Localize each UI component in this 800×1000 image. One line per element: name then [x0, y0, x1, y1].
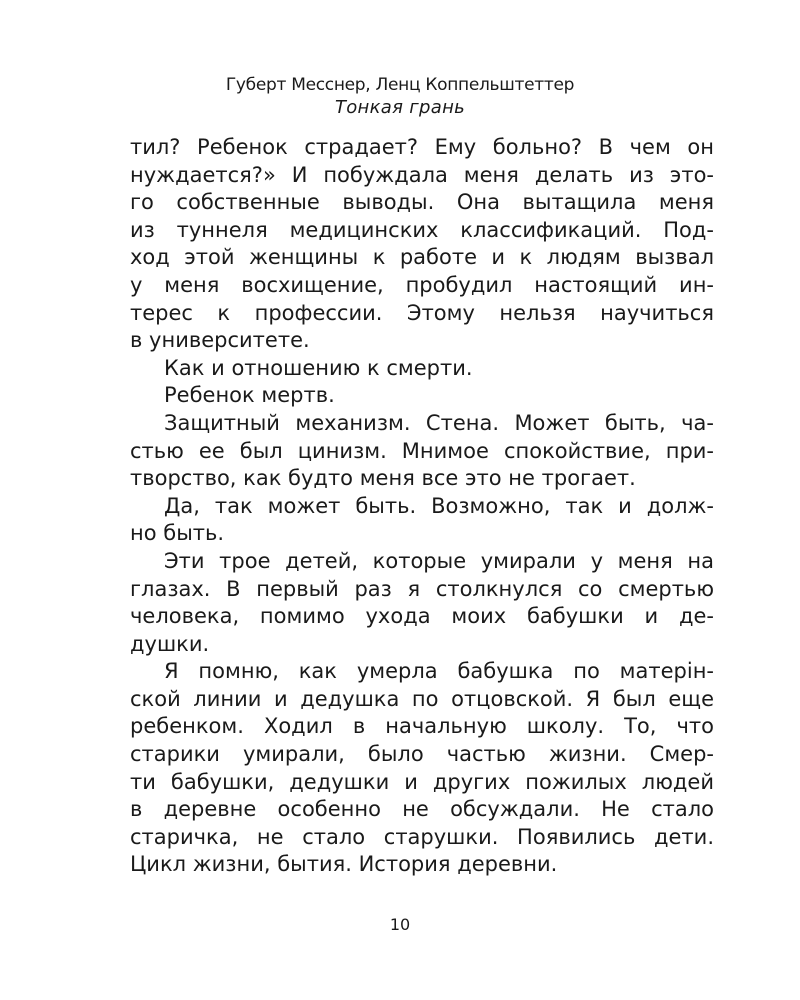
text-line: нуждается?» И побуждала меня делать из это-: [130, 162, 714, 187]
body-text: [130, 134, 714, 879]
running-header: [0, 74, 800, 120]
text-line: го собственные выводы. Она вытащила меня: [130, 190, 714, 215]
text-line: человека, помимо ухода моих бабушки и де-: [130, 604, 714, 629]
text-line: но быть.: [130, 521, 225, 546]
header-book-title: Тонкая грань: [334, 97, 466, 118]
text-line: тил? Ребенок страдает? Ему больно? В чем он: [130, 135, 714, 159]
text-line: стью ее был цинизм. Мнимое спокойствие, при-: [130, 438, 714, 463]
text-line: из туннеля медицинских классификаций. Под-: [130, 217, 714, 242]
header-authors: Губерт Месснер, Ленц Коппельштеттер: [225, 75, 575, 95]
text-line: творство, как будто меня все это не трогает.: [130, 466, 636, 491]
text-line: глазах. В первый раз я столкнулся со смертью: [130, 576, 714, 601]
text-line: старики умирали, было частью жизни. Смер-: [130, 742, 714, 767]
text-line: старичка, не стало старушки. Появились дети.: [130, 824, 714, 849]
text-line: Да, так может быть. Возможно, так и долж-: [164, 493, 714, 518]
text-line: ти бабушки, дедушки и других пожилых людей: [130, 769, 714, 794]
text-line: в деревне особенно не обсуждали. Не стало: [130, 797, 714, 822]
text-line: душки.: [130, 631, 210, 656]
text-line: Цикл жизни, бытия. История деревни.: [130, 852, 558, 877]
text-line: терес к профессии. Этому нельзя научиться: [130, 300, 714, 325]
page-number: 10: [389, 915, 411, 934]
text-line: ход этой женщины к работе и к людям вызвал: [130, 245, 714, 270]
text-line: ребенком. Ходил в начальную школу. То, что: [130, 714, 714, 739]
text-line: Как и отношению к смерти.: [164, 355, 473, 380]
text-line: ской линии и дедушка по отцовской. Я был еще: [130, 686, 714, 711]
text-line: Эти трое детей, которые умирали у меня на: [164, 548, 714, 573]
text-line: у меня восхищение, пробудил настоящий ин-: [130, 272, 714, 297]
text-line: Защитный механизм. Стена. Может быть, ча-: [164, 410, 714, 435]
text-line: Ребенок мертв.: [164, 383, 335, 408]
text-line: в университете.: [130, 328, 310, 353]
text-line: Я помню, как умерла бабушка по матерін-: [164, 659, 714, 684]
